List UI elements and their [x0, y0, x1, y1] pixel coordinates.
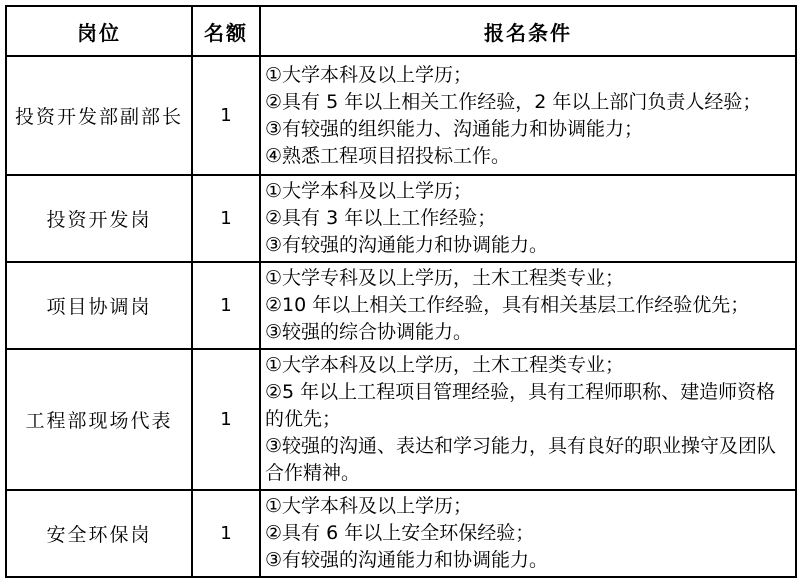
header-position: 岗位 [6, 6, 192, 56]
condition-line: ①大学本科及以上学历，土木工程类专业； [265, 354, 625, 376]
conditions-cell [260, 56, 796, 175]
condition-line: ①大学本科及以上学历； [265, 495, 473, 517]
header-quota: 名额 [192, 6, 260, 56]
condition-line: ③有较强的沟通能力和协调能力。 [265, 234, 549, 256]
conditions-cell [260, 262, 796, 349]
condition-line: ①大学本科及以上学历； [265, 180, 473, 202]
table-row [6, 262, 796, 349]
condition-line: ③有较强的沟通能力和协调能力。 [265, 549, 549, 571]
quota-cell: 1 [192, 56, 260, 175]
condition-line: ②5 年以上工程项目管理经验，具有工程师职称、建造师资格的优先； [265, 381, 776, 430]
table-row [6, 490, 796, 577]
position-cell: 投资开发岗 [6, 175, 192, 262]
table-row [6, 56, 796, 175]
condition-line: ④熟悉工程项目招投标工作。 [265, 144, 511, 167]
recruitment-table [5, 5, 797, 578]
condition-line: ②具有 6 年以上安全环保经验； [265, 522, 535, 544]
condition-line: ③较强的综合协调能力。 [265, 321, 473, 343]
position-cell: 投资开发部副部长 [6, 56, 192, 175]
condition-line: ①大学本科及以上学历； [265, 63, 473, 86]
quota-cell: 1 [192, 175, 260, 262]
position-cell: 项目协调岗 [6, 262, 192, 349]
quota-cell: 1 [192, 349, 260, 490]
conditions-cell [260, 175, 796, 262]
header-conditions: 报名条件 [260, 6, 796, 56]
table-row [6, 175, 796, 262]
conditions-cell [260, 349, 796, 490]
condition-line: ②10 年以上相关工作经验，具有相关基层工作经验优先； [265, 294, 750, 316]
conditions-cell [260, 490, 796, 577]
condition-line: ①大学专科及以上学历，土木工程类专业； [265, 267, 625, 289]
header-row [6, 6, 796, 56]
condition-line: ③较强的沟通、表达和学习能力，具有良好的职业操守及团队合作精神。 [265, 435, 777, 484]
quota-cell: 1 [192, 490, 260, 577]
condition-line: ②具有 5 年以上相关工作经验，2 年以上部门负责人经验； [265, 90, 762, 113]
position-cell: 工程部现场代表 [6, 349, 192, 490]
position-cell: 安全环保岗 [6, 490, 192, 577]
table-row [6, 349, 796, 490]
condition-line: ③有较强的组织能力、沟通能力和协调能力； [265, 117, 644, 140]
condition-line: ②具有 3 年以上工作经验； [265, 207, 497, 229]
quota-cell: 1 [192, 262, 260, 349]
